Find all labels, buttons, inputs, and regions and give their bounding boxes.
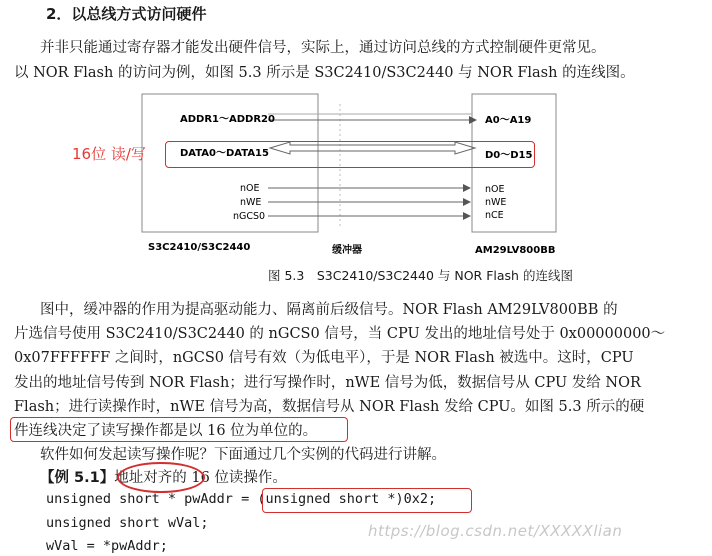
annotation-16bit-rw: 16位 读/写 — [72, 145, 146, 163]
body-line-5: Flash；进行读操作时，nWE 信号为高，数据信号从 NOR Flash 发给 CPU。如图 5.3 所示的硬 — [14, 399, 645, 415]
body-line-1: 图中，缓冲器的作用为提高驱动能力、隔离前后级信号。NOR Flash AM29LV800BB 的 — [40, 302, 618, 318]
ctrl-right-label-1: nOE — [485, 184, 505, 195]
flash-label: AM29LV800BB — [475, 245, 556, 256]
data-left-label: DATA0～DATA15 — [180, 148, 269, 159]
body-line-7: 软件如何发起读写操作呢？下面通过几个实例的代码进行讲解。 — [40, 447, 446, 463]
ctrl-left-label-1: nOE — [240, 183, 260, 194]
body-line-6: 件连线决定了读写操作都是以 16 位为单位的。 — [14, 423, 318, 439]
conclusion-highlight-box — [10, 417, 348, 442]
code-line-3: wVal = *pwAddr; — [46, 538, 168, 554]
ctrl-left-label-3: nGCS0 — [233, 211, 266, 222]
addr-left-label: ADDR1～ADDR20 — [180, 114, 275, 125]
ctrl-right-label-3: nCE — [485, 210, 504, 221]
body-line-3: 0x07FFFFFF 之间时，nGCS0 信号有效（为低电平），于是 NOR Flash 被选中。这时，CPU — [14, 350, 634, 366]
example-text: 地址对齐的 16 位读操作。 — [114, 470, 287, 486]
cast-highlight-box — [262, 488, 472, 513]
section-heading: 2．以总线方式访问硬件 — [46, 5, 207, 23]
alignment-highlight-ellipse — [117, 462, 205, 493]
ctrl-left-label-2: nWE — [240, 197, 262, 208]
code-line-2: unsigned short wVal; — [46, 515, 209, 531]
intro-line-2: 以 NOR Flash 的访问为例，如图 5.3 所示是 S3C2410/S3C2440 与 NOR Flash 的连线图。 — [14, 65, 635, 81]
example-label: 【例 5.1】 — [40, 470, 115, 486]
buffer-label: 缓冲器 — [332, 245, 362, 256]
addr-right-label: A0～A19 — [485, 115, 532, 126]
body-line-2: 片选信号使用 S3C2410/S3C2440 的 nGCS0 信号，当 CPU 发出的地址信号处于 0x00000000～ — [14, 326, 666, 342]
wiring-diagram — [140, 90, 560, 260]
data-bus-highlight-box — [165, 141, 535, 168]
code-line-1: unsigned short * pwAddr = (unsigned short *)0x2; — [46, 491, 437, 507]
watermark: https://blog.csdn.net/XXXXXlian — [368, 522, 623, 540]
cpu-label: S3C2410/S3C2440 — [148, 242, 251, 253]
body-line-4: 发出的地址信号传到 NOR Flash；进行写操作时，nWE 信号为低，数据信号从 CPU 发给 NOR — [14, 375, 641, 391]
figure-caption: 图 5.3 S3C2410/S3C2440 与 NOR Flash 的连线图 — [268, 268, 573, 283]
intro-line-1: 并非只能通过寄存器才能发出硬件信号，实际上，通过访问总线的方式控制硬件更常见。 — [40, 40, 606, 56]
data-right-label: D0～D15 — [485, 150, 533, 161]
ctrl-right-label-2: nWE — [485, 197, 507, 208]
